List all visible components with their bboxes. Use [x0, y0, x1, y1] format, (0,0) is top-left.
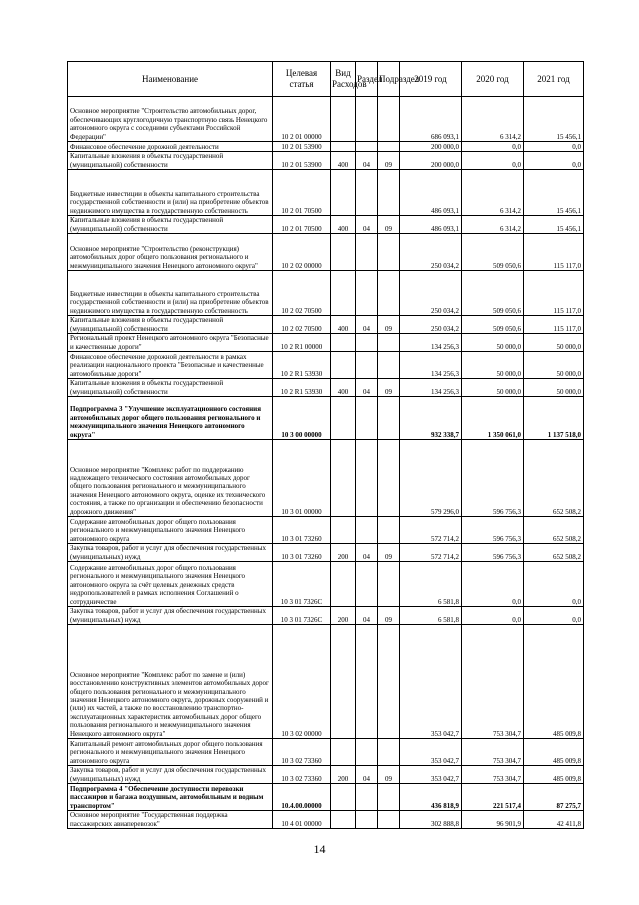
row-code-cell: 10.4.00.00000	[273, 784, 331, 811]
row-2020-cell: 1 350 061,0	[462, 397, 524, 440]
row-razdel-cell	[356, 170, 378, 216]
table-row	[68, 397, 584, 440]
table-header-row	[68, 62, 584, 97]
row-razdel-cell: 04	[356, 216, 378, 234]
row-razdel-cell: 04	[356, 607, 378, 625]
row-name-cell: Бюджетные инвестиции в объекты капитального строительства государственной собственности и (или) на приобретение объектов недвижимого имущества в государственную собственность	[68, 170, 273, 216]
row-2020-cell: 6 314,2	[462, 97, 524, 142]
row-vid-cell	[331, 397, 356, 440]
row-code-cell: 10 2 R1 53930	[273, 352, 331, 379]
table-row	[68, 811, 584, 829]
header-vid: Вид Расходов	[331, 62, 356, 97]
row-podrazdel-cell: 09	[378, 607, 400, 625]
row-razdel-cell	[356, 352, 378, 379]
table-row	[68, 334, 584, 352]
row-2021-cell: 115 117,0	[524, 316, 584, 334]
row-vid-cell	[331, 811, 356, 829]
row-code-cell: 10 2 02 00000	[273, 234, 331, 271]
row-podrazdel-cell	[378, 440, 400, 517]
table-row	[68, 440, 584, 517]
table-row	[68, 784, 584, 811]
table-row	[68, 766, 584, 784]
row-name-cell: Основное мероприятие "Строительство автомобильных дорог, обеспечивающих круглогодичную транспортную связь Ненецкого автономного округа с соседними субъектами Российской Федерации"	[68, 97, 273, 142]
row-razdel-cell	[356, 397, 378, 440]
row-2021-cell: 652 508,2	[524, 440, 584, 517]
header-name: Наименование	[68, 62, 273, 97]
row-2020-cell: 0,0	[462, 152, 524, 170]
row-vid-cell	[331, 784, 356, 811]
row-code-cell: 10 3 01 7326С	[273, 607, 331, 625]
row-code-cell: 10 3 01 73260	[273, 517, 331, 544]
row-podrazdel-cell	[378, 271, 400, 316]
table-row	[68, 739, 584, 766]
row-code-cell: 10 3 01 00000	[273, 440, 331, 517]
row-vid-cell	[331, 97, 356, 142]
row-code-cell: 10 3 01 73260	[273, 544, 331, 562]
row-2019-cell: 200 000,0	[400, 142, 462, 152]
row-2020-cell: 6 314,2	[462, 170, 524, 216]
header-2021: 2021 год	[524, 62, 584, 97]
row-2020-cell: 596 756,3	[462, 544, 524, 562]
row-podrazdel-cell	[378, 142, 400, 152]
row-razdel-cell: 04	[356, 544, 378, 562]
row-name-cell: Капитальные вложения в объекты государственной (муниципальной) собственности	[68, 379, 273, 397]
table-row	[68, 607, 584, 625]
row-code-cell: 10 3 00 00000	[273, 397, 331, 440]
row-podrazdel-cell	[378, 811, 400, 829]
row-name-cell: Содержание автомобильных дорог общего пользования регионального и межмуниципального значения Ненецкого автономного округа за счёт целевых денежных средств недропользователей в рамках исполнения Соглашений о сотрудничестве	[68, 562, 273, 607]
row-name-cell: Основное мероприятие "Комплекс работ по поддержанию надлежащего технического состояния автомобильных дорог общего пользования регионального и межмуниципального значения Ненецкого автономного округа, оценке их технического состояния, а также по организации и обеспечению безопасности дорожного движения"	[68, 440, 273, 517]
row-razdel-cell: 04	[356, 766, 378, 784]
row-name-cell: Капитальные вложения в объекты государственной (муниципальной) собственности	[68, 152, 273, 170]
row-razdel-cell: 04	[356, 316, 378, 334]
table-row	[68, 216, 584, 234]
row-podrazdel-cell	[378, 352, 400, 379]
row-vid-cell	[331, 271, 356, 316]
row-2021-cell: 0,0	[524, 142, 584, 152]
row-vid-cell: 200	[331, 766, 356, 784]
table-row	[68, 544, 584, 562]
row-2020-cell: 753 304,7	[462, 766, 524, 784]
row-2019-cell: 134 256,3	[400, 379, 462, 397]
table-row	[68, 352, 584, 379]
row-vid-cell	[331, 170, 356, 216]
row-2019-cell: 572 714,2	[400, 544, 462, 562]
row-2019-cell: 134 256,3	[400, 334, 462, 352]
row-2020-cell: 50 000,0	[462, 379, 524, 397]
row-razdel-cell	[356, 234, 378, 271]
row-code-cell: 10 3 01 7326С	[273, 562, 331, 607]
row-2021-cell: 652 508,2	[524, 517, 584, 544]
row-vid-cell: 200	[331, 607, 356, 625]
row-2019-cell: 302 888,8	[400, 811, 462, 829]
row-code-cell: 10 3 02 73360	[273, 739, 331, 766]
row-2020-cell: 50 000,0	[462, 352, 524, 379]
row-2021-cell: 0,0	[524, 607, 584, 625]
row-code-cell: 10 2 01 00000	[273, 97, 331, 142]
row-podrazdel-cell	[378, 234, 400, 271]
row-podrazdel-cell: 09	[378, 379, 400, 397]
row-2021-cell: 115 117,0	[524, 234, 584, 271]
row-razdel-cell	[356, 440, 378, 517]
row-code-cell: 10 4 01 00000	[273, 811, 331, 829]
table-row	[68, 170, 584, 216]
row-2019-cell: 579 296,0	[400, 440, 462, 517]
row-code-cell: 10 2 02 70500	[273, 271, 331, 316]
row-2021-cell: 485 009,8	[524, 766, 584, 784]
row-2021-cell: 50 000,0	[524, 334, 584, 352]
row-2020-cell: 509 050,6	[462, 316, 524, 334]
row-2021-cell: 652 508,2	[524, 544, 584, 562]
row-code-cell: 10 2 01 53900	[273, 152, 331, 170]
row-podrazdel-cell	[378, 517, 400, 544]
header-code: Целевая статья	[273, 62, 331, 97]
row-code-cell: 10 3 02 00000	[273, 625, 331, 739]
header-2019: 2019 год	[400, 62, 462, 97]
page-number: 14	[313, 842, 326, 856]
table-row	[68, 517, 584, 544]
row-2019-cell: 686 093,1	[400, 97, 462, 142]
header-razdel: Раздел	[356, 62, 378, 97]
row-razdel-cell	[356, 784, 378, 811]
row-razdel-cell	[356, 562, 378, 607]
row-2019-cell: 353 042,7	[400, 766, 462, 784]
row-2019-cell: 6 581,8	[400, 562, 462, 607]
row-code-cell: 10 2 R1 53930	[273, 379, 331, 397]
table-row	[68, 152, 584, 170]
row-2019-cell: 6 581,8	[400, 607, 462, 625]
row-podrazdel-cell: 09	[378, 316, 400, 334]
row-vid-cell	[331, 739, 356, 766]
row-2019-cell: 353 042,7	[400, 625, 462, 739]
row-2021-cell: 485 009,8	[524, 625, 584, 739]
row-2021-cell: 50 000,0	[524, 379, 584, 397]
row-2021-cell: 42 411,8	[524, 811, 584, 829]
row-razdel-cell	[356, 142, 378, 152]
row-2020-cell: 221 517,4	[462, 784, 524, 811]
row-2020-cell: 753 304,7	[462, 625, 524, 739]
row-name-cell: Основное мероприятие "Комплекс работ по замене и (или) восстановлению конструктивных элементов автомобильных дорог общего пользования регионального и межмуниципального значения Ненецкого автономного округа, дорожных сооружений и (или) их частей, а также по восстановлению транспортно-эксплуатационных характеристик автомобильных дорог общего пользования регионального и межмуниципального значения Ненецкого автономного округа"	[68, 625, 273, 739]
row-code-cell: 10 2 01 70500	[273, 216, 331, 234]
row-2019-cell: 250 034,2	[400, 316, 462, 334]
row-razdel-cell: 04	[356, 379, 378, 397]
row-podrazdel-cell: 09	[378, 216, 400, 234]
row-2019-cell: 134 256,3	[400, 352, 462, 379]
row-2020-cell: 96 901,9	[462, 811, 524, 829]
table-row	[68, 562, 584, 607]
row-2021-cell: 15 456,1	[524, 170, 584, 216]
row-name-cell: Основное мероприятие "Строительство (реконструкция) автомобильных дорог общего пользования регионального и межмуниципального значения Ненецкого автономного округа"	[68, 234, 273, 271]
row-2021-cell: 115 117,0	[524, 271, 584, 316]
row-razdel-cell	[356, 811, 378, 829]
row-podrazdel-cell	[378, 625, 400, 739]
table-row	[68, 271, 584, 316]
row-name-cell: Бюджетные инвестиции в объекты капитального строительства государственной собственности и (или) на приобретение объектов недвижимого имущества в государственную собственность	[68, 271, 273, 316]
row-vid-cell: 400	[331, 152, 356, 170]
row-vid-cell	[331, 234, 356, 271]
row-vid-cell: 400	[331, 216, 356, 234]
table-row	[68, 97, 584, 142]
row-name-cell: Закупка товаров, работ и услуг для обеспечения государственных (муниципальных) нужд	[68, 766, 273, 784]
table-row	[68, 234, 584, 271]
row-2019-cell: 200 000,0	[400, 152, 462, 170]
row-2021-cell: 50 000,0	[524, 352, 584, 379]
row-podrazdel-cell	[378, 784, 400, 811]
row-name-cell: Финансовое обеспечение дорожной деятельности	[68, 142, 273, 152]
row-vid-cell	[331, 352, 356, 379]
table-row	[68, 625, 584, 739]
row-2021-cell: 0,0	[524, 152, 584, 170]
budget-table	[67, 61, 584, 829]
row-name-cell: Капитальный ремонт автомобильных дорог общего пользования регионального и межмуниципального значения Ненецкого автономного округа	[68, 739, 273, 766]
row-name-cell: Капитальные вложения в объекты государственной (муниципальной) собственности	[68, 316, 273, 334]
header-2020: 2020 год	[462, 62, 524, 97]
row-razdel-cell	[356, 625, 378, 739]
row-vid-cell: 400	[331, 379, 356, 397]
row-2021-cell: 1 137 518,0	[524, 397, 584, 440]
row-podrazdel-cell	[378, 562, 400, 607]
row-2021-cell: 0,0	[524, 562, 584, 607]
row-name-cell: Содержание автомобильных дорог общего пользования регионального и межмуниципального значения Ненецкого автономного округа	[68, 517, 273, 544]
row-2019-cell: 486 093,1	[400, 216, 462, 234]
row-razdel-cell	[356, 739, 378, 766]
table-body	[68, 97, 584, 829]
row-podrazdel-cell	[378, 397, 400, 440]
row-vid-cell: 200	[331, 544, 356, 562]
row-podrazdel-cell: 09	[378, 544, 400, 562]
row-razdel-cell	[356, 271, 378, 316]
row-2020-cell: 509 050,6	[462, 234, 524, 271]
row-code-cell: 10 2 01 70500	[273, 170, 331, 216]
row-2020-cell: 6 314,2	[462, 216, 524, 234]
row-2020-cell: 596 756,3	[462, 440, 524, 517]
row-name-cell: Основное мероприятие "Государственная поддержка пассажирских авиаперевозок"	[68, 811, 273, 829]
table-row	[68, 142, 584, 152]
row-name-cell: Подпрограмма 4 "Обеспечение доступности перевозки пассажиров и багажа воздушным, автомобильным и водным транспортом"	[68, 784, 273, 811]
row-2020-cell: 0,0	[462, 562, 524, 607]
row-name-cell: Капитальные вложения в объекты государственной (муниципальной) собственности	[68, 216, 273, 234]
row-vid-cell	[331, 625, 356, 739]
row-2019-cell: 572 714,2	[400, 517, 462, 544]
row-name-cell: Подпрограмма 3 "Улучшение эксплуатационного состояния автомобильных дорог общего пользования регионального и межмуниципального значения Ненецкого автономного округа"	[68, 397, 273, 440]
row-2020-cell: 596 756,3	[462, 517, 524, 544]
row-2020-cell: 753 304,7	[462, 739, 524, 766]
table-row	[68, 316, 584, 334]
row-2021-cell: 87 275,7	[524, 784, 584, 811]
row-vid-cell	[331, 517, 356, 544]
row-2019-cell: 436 818,9	[400, 784, 462, 811]
row-code-cell: 10 2 02 70500	[273, 316, 331, 334]
row-razdel-cell	[356, 97, 378, 142]
row-code-cell: 10 3 02 73360	[273, 766, 331, 784]
row-podrazdel-cell	[378, 739, 400, 766]
row-name-cell: Региональный проект Ненецкого автономного округа "Безопасные и качественные дороги"	[68, 334, 273, 352]
table-row	[68, 379, 584, 397]
row-code-cell: 10 2 01 53900	[273, 142, 331, 152]
row-2019-cell: 250 034,2	[400, 234, 462, 271]
row-podrazdel-cell	[378, 170, 400, 216]
row-2019-cell: 250 034,2	[400, 271, 462, 316]
row-podrazdel-cell	[378, 97, 400, 142]
row-podrazdel-cell	[378, 334, 400, 352]
row-name-cell: Закупка товаров, работ и услуг для обеспечения государственных (муниципальных) нужд	[68, 607, 273, 625]
row-razdel-cell	[356, 334, 378, 352]
row-vid-cell	[331, 562, 356, 607]
row-vid-cell	[331, 440, 356, 517]
row-2020-cell: 0,0	[462, 142, 524, 152]
row-name-cell: Закупка товаров, работ и услуг для обеспечения государственных (муниципальных) нужд	[68, 544, 273, 562]
row-2019-cell: 932 338,7	[400, 397, 462, 440]
row-2019-cell: 353 042,7	[400, 739, 462, 766]
row-2021-cell: 485 009,8	[524, 739, 584, 766]
row-code-cell: 10 2 R1 00000	[273, 334, 331, 352]
row-2020-cell: 0,0	[462, 607, 524, 625]
header-podrazdel: Подраздел	[378, 62, 400, 97]
row-podrazdel-cell: 09	[378, 152, 400, 170]
row-vid-cell: 400	[331, 316, 356, 334]
row-2019-cell: 486 093,1	[400, 170, 462, 216]
row-2020-cell: 509 050,6	[462, 271, 524, 316]
row-vid-cell	[331, 142, 356, 152]
row-podrazdel-cell: 09	[378, 766, 400, 784]
row-razdel-cell: 04	[356, 152, 378, 170]
row-2020-cell: 50 000,0	[462, 334, 524, 352]
row-razdel-cell	[356, 517, 378, 544]
row-2021-cell: 15 456,1	[524, 97, 584, 142]
row-name-cell: Финансовое обеспечение дорожной деятельности в рамках реализации национального проекта "Безопасные и качественные автомобильные дороги"	[68, 352, 273, 379]
row-2021-cell: 15 456,1	[524, 216, 584, 234]
row-vid-cell	[331, 334, 356, 352]
